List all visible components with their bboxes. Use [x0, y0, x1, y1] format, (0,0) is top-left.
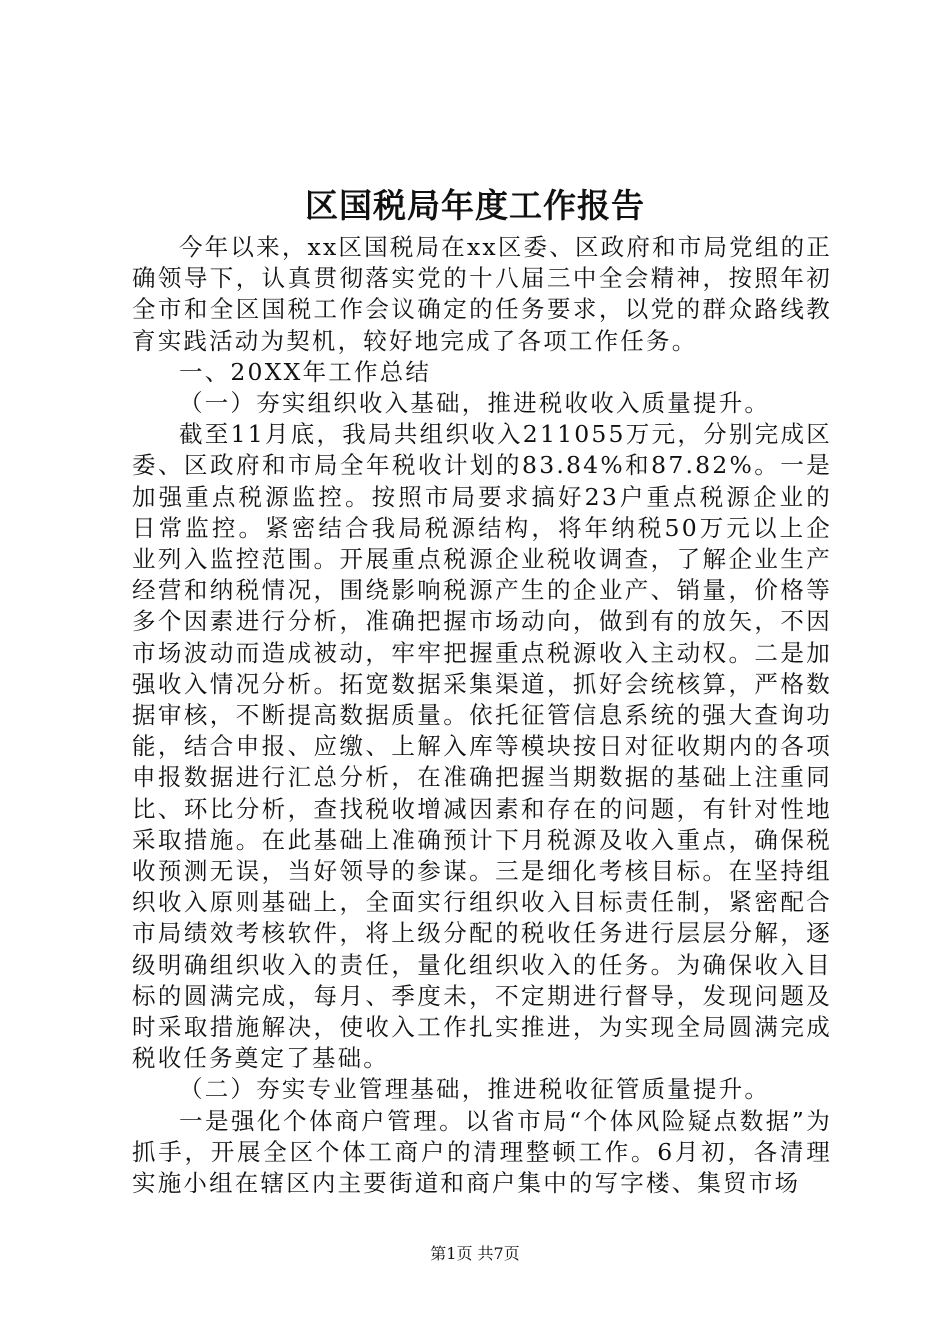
document-body: [132, 232, 832, 1199]
subsection-heading-management: （二）夯实专业管理基础，推进税收征管质量提升。: [179, 1075, 771, 1104]
page-footer: 第1页 共7页: [430, 1244, 520, 1263]
section-heading-summary: 一、20XX年工作总结: [179, 357, 432, 386]
document-title: 区国税局年度工作报告: [305, 186, 645, 225]
subsection-heading-revenue: （一）夯实组织收入基础，推进税收收入质量提升。: [179, 389, 771, 418]
paragraph-management: 一是强化个体商户管理。以省市局“个体风险疑点数据”为抓手，开展全区个体工商户的清理整顿工作。6月初，各清理实施小组在辖区内主要街道和商户集中的写字楼、集贸市场: [132, 1106, 832, 1198]
paragraph-intro: 今年以来，xx区国税局在xx区委、区政府和市局党组的正确领导下，认真贯彻落实党的十八届三中全会精神，按照年初全市和全区国税工作会议确定的任务要求，以党的群众路线教育实践活动为契机，较好地完成了各项工作任务。: [132, 233, 832, 355]
paragraph-revenue: 截至11月底，我局共组织收入211055万元，分别完成区委、区政府和市局全年税收计划的83.84%和87.82%。一是加强重点税源监控。按照市局要求搞好23户重点税源企业的日常监控。紧密结合我局税源结构，将年纳税50万元以上企业列入监控范围。开展重点税源企业税收调查，了解企业生产经营和纳税情况，围绕影响税源产生的企业产、销量，价格等多个因素进行分析，准确把握市场动向，做到有的放矢，不因市场波动而造成被动，牢牢把握重点税源收入主动权。二是加强收入情况分析。拓宽数据采集渠道，抓好会统核算，严格数据审核，不断提高数据质量。依托征管信息系统的强大查询功能，结合申报、应缴、上解入库等模块按日对征收期内的各项申报数据进行汇总分析，在准确把握当期数据的基础上注重同比、环比分析，查找税收增减因素和存在的问题，有针对性地采取措施。在此基础上准确预计下月税源及收入重点，确保税收预测无误，当好领导的参谋。三是细化考核目标。在坚持组织收入原则基础上，全面实行组织收入目标责任制，紧密配合市局绩效考核软件，将上级分配的税收任务进行层层分解，逐级明确组织收入的责任，量化组织收入的任务。为确保收入目标的圆满完成，每月、季度未，不定期进行督导，发现问题及时采取措施解决，使收入工作扎实推进，为实现全局圆满完成税收任务奠定了基础。: [132, 420, 832, 1073]
